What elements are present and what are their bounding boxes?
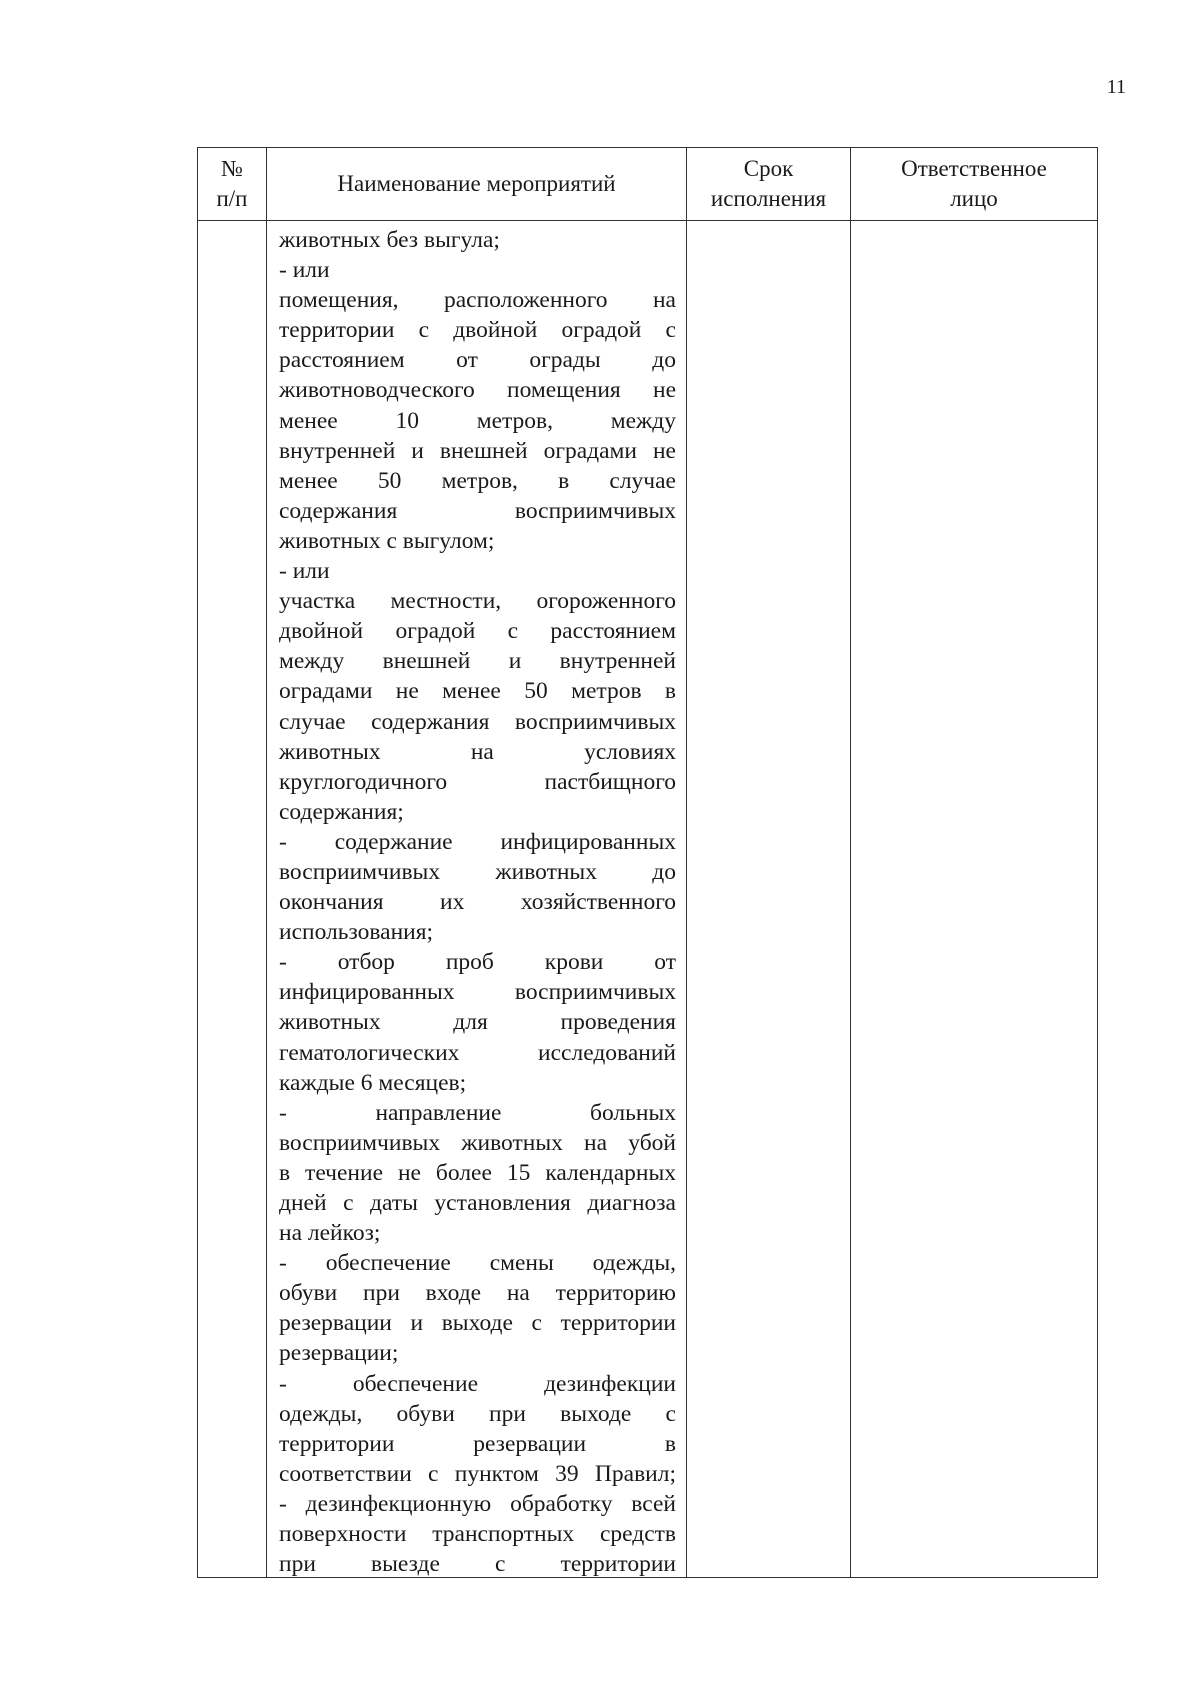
text-line: животных на условиях: [279, 738, 676, 765]
text-line: случае содержания восприимчивых: [279, 708, 676, 735]
text-line: резервации;: [279, 1340, 399, 1367]
text-line: инфицированных восприимчивых: [279, 979, 676, 1006]
text-line: - или: [279, 257, 330, 284]
header-number-line-2: п/п: [216, 186, 248, 211]
text-line: поверхности транспортных средств: [279, 1521, 676, 1548]
text-line: менее 10 метров, между: [279, 407, 676, 434]
text-line: животных без выгула;: [279, 227, 500, 253]
text-line: территории резервации в: [279, 1430, 676, 1457]
text-line: круглогодичного пастбищного: [279, 768, 676, 795]
cell-number: [198, 221, 267, 1578]
text-line: животноводческого помещения не: [279, 377, 676, 404]
text-line: - обеспечение смены одежды,: [279, 1250, 676, 1277]
header-name: Наименование мероприятий: [267, 148, 687, 221]
text-line: восприимчивых животных на убой: [279, 1129, 676, 1156]
text-line: участка местности, огороженного: [279, 588, 676, 615]
text-line: расстоянием от ограды до: [279, 347, 676, 374]
text-line: в течение не более 15 календарных: [279, 1159, 676, 1186]
measures-text: [267, 221, 686, 1577]
text-line: - обеспечение дезинфекции: [279, 1370, 676, 1397]
table-row: [198, 221, 1098, 1578]
measures-table: [197, 147, 1098, 1578]
header-number: [198, 148, 267, 221]
cell-term: [687, 221, 851, 1578]
text-line: восприимчивых животных до: [279, 858, 676, 885]
text-line: на лейкоз;: [279, 1220, 381, 1247]
cell-responsible: [851, 221, 1098, 1578]
header-responsible: [851, 148, 1098, 221]
text-line: дней с даты установления диагноза: [279, 1190, 676, 1216]
text-line: животных с выгулом;: [279, 527, 495, 554]
header-responsible-line-2: лицо: [950, 186, 998, 211]
text-line: резервации и выходе с территории: [279, 1310, 676, 1337]
text-line: каждые 6 месяцев;: [279, 1069, 467, 1096]
text-line: содержания;: [279, 798, 404, 825]
text-line: - дезинфекционную обработку всей: [279, 1490, 676, 1517]
text-line: - или: [279, 558, 330, 585]
text-line: - содержание инфицированных: [279, 828, 676, 855]
header-term-line-2: исполнения: [710, 186, 827, 211]
text-line: оградами не менее 50 метров в: [279, 678, 676, 705]
cell-measures: [267, 221, 687, 1578]
text-line: менее 50 метров, в случае: [279, 467, 676, 494]
text-line: использования;: [279, 919, 434, 946]
text-line: соответствии с пунктом 39 Правил;: [279, 1460, 676, 1487]
header-number-line-1: №: [221, 156, 243, 181]
text-line: - отбор проб крови от: [279, 949, 676, 976]
page-number: 11: [1106, 76, 1126, 98]
text-line: помещения, расположенного на: [279, 287, 676, 314]
text-line: территории с двойной оградой с: [279, 317, 676, 344]
text-line: гематологических исследований: [279, 1039, 676, 1066]
text-line: содержания восприимчивых: [279, 497, 676, 524]
text-line: при выезде с территории: [279, 1551, 676, 1577]
text-line: окончания их хозяйственного: [279, 889, 676, 916]
header-term: [687, 148, 851, 221]
text-line: животных для проведения: [279, 1009, 676, 1036]
text-line: внутренней и внешней оградами не: [279, 437, 676, 464]
text-line: обуви при входе на территорию: [279, 1280, 676, 1307]
header-responsible-line-1: Ответственное: [901, 156, 1047, 181]
text-line: двойной оградой с расстоянием: [279, 618, 676, 645]
header-term-line-1: Срок: [743, 156, 794, 181]
text-line: одежды, обуви при выходе с: [279, 1400, 676, 1427]
text-line: - направление больных: [279, 1099, 676, 1126]
table-header-row: [198, 148, 1098, 221]
text-line: между внешней и внутренней: [279, 648, 676, 675]
